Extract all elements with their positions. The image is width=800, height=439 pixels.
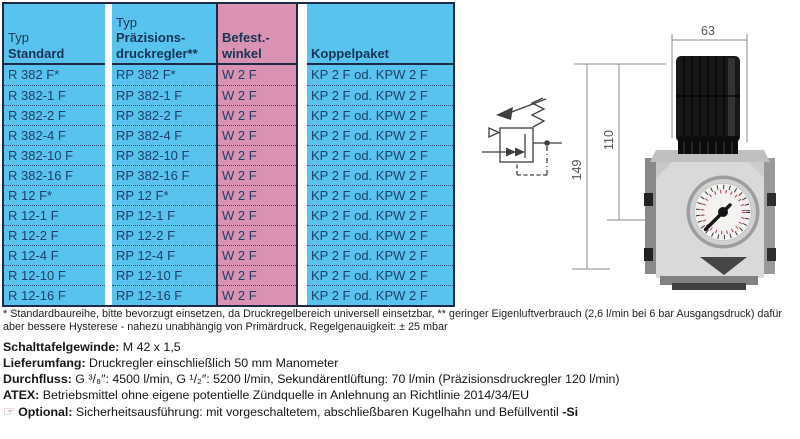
table-cell: W 2 F [218, 225, 296, 245]
adjustment-arrow-icon [496, 107, 513, 120]
table-cell: RP 382 F* [116, 67, 176, 82]
dimension-total-height-label: 149 [570, 159, 584, 181]
technical-drawing [460, 0, 800, 310]
optional-label: Optional: [18, 404, 73, 419]
table-cell: W 2 F [218, 165, 296, 185]
spec-label: Lieferumfang: [3, 356, 86, 371]
footnote-text: * Standardbaureihe, bitte bevorzugt einsetzen, da Druckregelbereich universell einsetzbar, ** geringer Eigenluftverbrauch (2,6 l/min bei 6 bar Ausgangsdruck) dafür aber bessere Hysterese - nahezu unabhängig von Primärdruck, Regelgenauigkeit: ± 25 mbar [3, 308, 783, 334]
table-cell: RP 382-10 F [112, 145, 216, 165]
table-cell: RP 12-1 F [112, 205, 216, 225]
table-cell: KP 2 F od. KPW 2 F [307, 85, 453, 105]
column-header-praezision [112, 4, 216, 65]
column-koppelpaket [307, 4, 453, 305]
symbol-box [500, 128, 533, 162]
table-cell: R 12 F* [4, 185, 105, 205]
table-cell: R 12-1 F [4, 205, 105, 225]
dimension-body-height-label: 110 [602, 130, 616, 150]
column-cells-koppelpaket [307, 65, 453, 305]
table-cell: W 2 F [218, 185, 296, 205]
table-cell: KP 2 F od. KPW 2 F [307, 225, 453, 245]
table-cell: W 2 F [218, 245, 296, 265]
header-line: Standard [8, 45, 65, 61]
spec-text: M 42 x 1,5 [119, 339, 181, 354]
table-cell: W 2 F [218, 145, 296, 165]
table-cell: KP 2 F od. KPW 2 F [307, 285, 453, 305]
spec-label: Schalttafelgewinde: [3, 339, 120, 354]
table-cell: KP 2 F od. KPW 2 F [307, 185, 453, 205]
vent-triangle-icon [489, 128, 499, 137]
spec-line [3, 371, 798, 387]
column-header-standard [4, 4, 105, 65]
table-cell: R 382-10 F [4, 145, 105, 165]
dimension-width-label: 63 [701, 24, 715, 38]
notes-section [3, 308, 798, 420]
table-cell: R 12-4 F [4, 245, 105, 265]
table-cell: R 382-16 F [4, 165, 105, 185]
table-cell: W 2 F [218, 265, 296, 285]
spec-text: Druckregler einschließlich 50 mm Manometer [85, 356, 339, 371]
table-cell: W 2 F [218, 105, 296, 125]
table-cell: KP 2 F od. KPW 2 F [307, 105, 453, 125]
spec-lines [3, 339, 798, 404]
column-header-koppelpaket [307, 4, 453, 65]
optional-text: Sicherheitsausführung: mit vorgeschaltetem, abschließbaren Kugelhahn und Befüllventil [72, 404, 563, 419]
table-cell: KP 2 F od. KPW 2 F [307, 245, 453, 265]
table-cell: RP 12-2 F [112, 225, 216, 245]
table-cell: RP 12-4 F [112, 245, 216, 265]
table-cell: RP 382-1 F [112, 85, 216, 105]
pointing-hand-icon: ☞ [3, 403, 16, 419]
table-cell: R 382-1 F [4, 85, 105, 105]
table-cell: RP 12-10 F [112, 265, 216, 285]
table-cell: RP 382-2 F [112, 105, 216, 125]
table-cell: RP 382-16 F [112, 165, 216, 185]
table-cell: KP 2 F od. KPW 2 F [307, 205, 453, 225]
table-cell: KP 2 F od. KPW 2 F [311, 67, 428, 82]
adjustment-knob [676, 56, 740, 154]
table-cell: KP 2 F od. KPW 2 F [307, 145, 453, 165]
table-cell: RP 12 F* [112, 185, 216, 205]
spec-label: Durchfluss: [3, 372, 72, 387]
spec-line [3, 339, 798, 355]
spec-text: G ³/₈″: 4500 l/min, G ¹/₂″: 5200 l/min, Sekundärentlüftung: 70 l/min (Präzisionsdruckregler 120 l/min) [71, 372, 620, 387]
column-typ-praezisionsdruckregler [112, 4, 216, 305]
spec-line [3, 355, 798, 371]
header-line: Typ [116, 14, 137, 30]
header-line: Befest.- [222, 30, 270, 45]
column-header-winkel [218, 4, 296, 65]
header-line: Koppelpaket [311, 45, 390, 61]
spec-line [3, 387, 798, 403]
column-cells-standard [4, 65, 105, 305]
table-cell: W 2 F [218, 205, 296, 225]
table-cell: R 382-2 F [4, 105, 105, 125]
table-cell: W 2 F [218, 85, 296, 105]
column-cells-praezision [112, 65, 216, 305]
column-cells-winkel [218, 65, 296, 305]
table-cell: W 2 F [222, 67, 257, 82]
header-line: druckregler** [116, 45, 198, 61]
column-befestigungswinkel [216, 4, 298, 305]
type-selection-table [2, 2, 455, 307]
optional-suffix: -Si [562, 404, 579, 419]
product-photo [644, 56, 776, 290]
spec-text: Betriebsmittel ohne eigene potentielle Zündquelle in Anlehnung an Richtlinie 2014/34/EU [39, 388, 530, 403]
table-cell: R 12-10 F [4, 265, 105, 285]
table-cell: RP 382-4 F [112, 125, 216, 145]
spec-label: ATEX: [3, 388, 40, 403]
column-typ-standard [4, 4, 105, 305]
table-cell: W 2 F [218, 285, 296, 305]
optional-line [3, 404, 798, 420]
table-cell: KP 2 F od. KPW 2 F [307, 165, 453, 185]
table-cell: W 2 F [218, 125, 296, 145]
header-line: Typ [8, 30, 29, 45]
table-cell: KP 2 F od. KPW 2 F [307, 125, 453, 145]
table-cell: RP 12-16 F [112, 285, 216, 305]
pressure-gauge [687, 176, 760, 249]
pneumatic-symbol-icon [482, 98, 562, 175]
table-cell: R 382 F* [8, 67, 60, 82]
table-cell: R 12-16 F [4, 285, 105, 305]
table-cell: KP 2 F od. KPW 2 F [307, 265, 453, 285]
gauge-hub [718, 207, 728, 217]
table-cell: R 12-2 F [4, 225, 105, 245]
table-cell: R 382-4 F [4, 125, 105, 145]
header-line: winkel [222, 45, 262, 61]
header-line: Präzisions- [116, 30, 186, 45]
